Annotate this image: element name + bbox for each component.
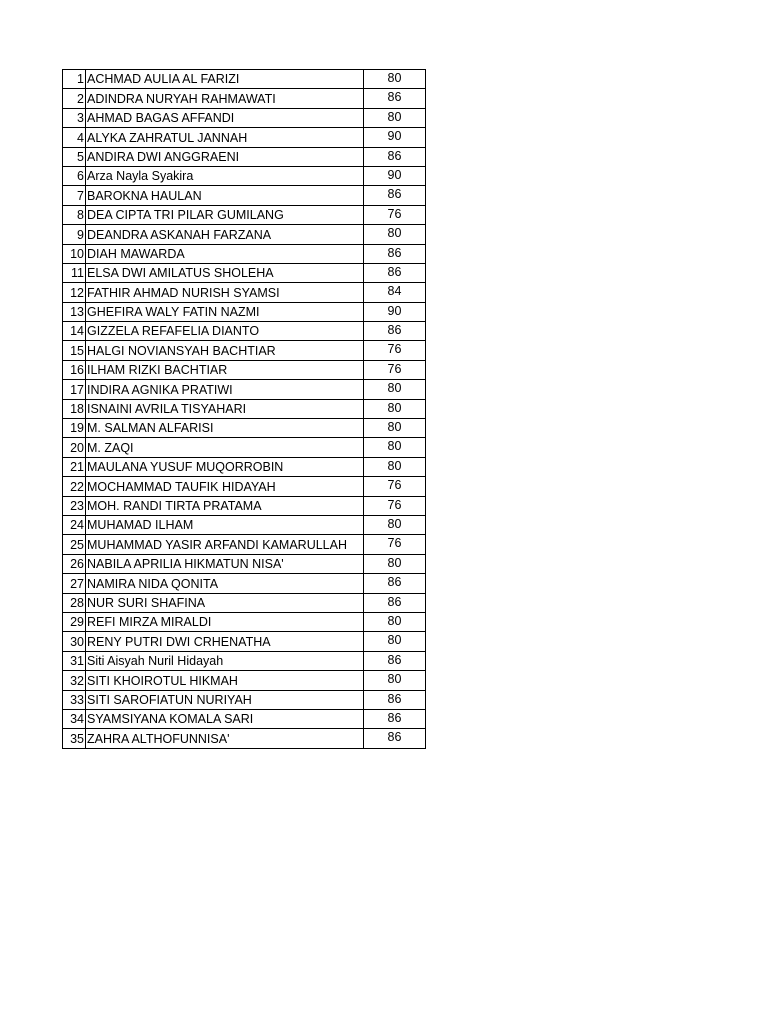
row-number-cell: 2 [63,89,86,108]
row-number-cell: 21 [63,457,86,476]
score-cell: 80 [364,457,426,476]
row-number-cell: 25 [63,535,86,554]
table-row [63,244,426,263]
score-cell: 86 [364,89,426,108]
table-row [63,477,426,496]
student-name-cell: DEANDRA ASKANAH FARZANA [86,225,364,244]
table-row [63,263,426,282]
row-number-cell: 29 [63,612,86,631]
row-number-cell: 23 [63,496,86,515]
row-number-cell: 15 [63,341,86,360]
score-cell: 80 [364,438,426,457]
row-number-cell: 1 [63,70,86,89]
student-name-cell: ACHMAD AULIA AL FARIZI [86,70,364,89]
score-cell: 76 [364,341,426,360]
student-name-cell: NABILA APRILIA HIKMATUN NISA' [86,554,364,573]
student-name-cell: ILHAM RIZKI BACHTIAR [86,360,364,379]
score-cell: 86 [364,690,426,709]
table-row [63,554,426,573]
student-name-cell: MOH. RANDI TIRTA PRATAMA [86,496,364,515]
score-cell: 76 [364,477,426,496]
score-cell: 86 [364,147,426,166]
student-name-cell: MUHAMAD ILHAM [86,515,364,534]
score-cell: 86 [364,651,426,670]
student-name-cell: ANDIRA DWI ANGGRAENI [86,147,364,166]
row-number-cell: 8 [63,205,86,224]
score-cell: 90 [364,302,426,321]
row-number-cell: 26 [63,554,86,573]
table-row [63,496,426,515]
student-name-cell: M. SALMAN ALFARISI [86,419,364,438]
row-number-cell: 31 [63,651,86,670]
row-number-cell: 32 [63,671,86,690]
score-cell: 90 [364,128,426,147]
student-name-cell: SYAMSIYANA KOMALA SARI [86,709,364,728]
student-name-cell: DEA CIPTA TRI PILAR GUMILANG [86,205,364,224]
student-score-table [62,69,426,749]
student-name-cell: ALYKA ZAHRATUL JANNAH [86,128,364,147]
score-cell: 86 [364,574,426,593]
student-name-cell: MUHAMMAD YASIR ARFANDI KAMARULLAH [86,535,364,554]
row-number-cell: 14 [63,322,86,341]
student-name-cell: MOCHAMMAD TAUFIK HIDAYAH [86,477,364,496]
student-name-cell: RENY PUTRI DWI CRHENATHA [86,632,364,651]
student-name-cell: Siti Aisyah Nuril Hidayah [86,651,364,670]
row-number-cell: 24 [63,515,86,534]
student-name-cell: FATHIR AHMAD NURISH SYAMSI [86,283,364,302]
table-row [63,632,426,651]
table-row [63,574,426,593]
table-row [63,593,426,612]
score-cell: 80 [364,419,426,438]
student-name-cell: SITI SAROFIATUN NURIYAH [86,690,364,709]
score-sheet [62,69,426,749]
student-name-cell: DIAH MAWARDA [86,244,364,263]
row-number-cell: 34 [63,709,86,728]
score-cell: 80 [364,380,426,399]
score-cell: 86 [364,709,426,728]
row-number-cell: 33 [63,690,86,709]
score-cell: 80 [364,70,426,89]
student-name-cell: ADINDRA NURYAH RAHMAWATI [86,89,364,108]
row-number-cell: 16 [63,360,86,379]
table-row [63,399,426,418]
row-number-cell: 35 [63,729,86,748]
row-number-cell: 18 [63,399,86,418]
table-row [63,419,426,438]
score-cell: 76 [364,496,426,515]
score-cell: 80 [364,671,426,690]
row-number-cell: 3 [63,108,86,127]
table-row [63,709,426,728]
student-name-cell: GIZZELA REFAFELIA DIANTO [86,322,364,341]
table-row [63,535,426,554]
student-name-cell: ISNAINI AVRILA TISYAHARI [86,399,364,418]
row-number-cell: 19 [63,419,86,438]
score-cell: 80 [364,515,426,534]
score-cell: 80 [364,632,426,651]
score-cell: 86 [364,322,426,341]
row-number-cell: 9 [63,225,86,244]
table-row [63,166,426,185]
student-name-cell: INDIRA AGNIKA PRATIWI [86,380,364,399]
row-number-cell: 27 [63,574,86,593]
score-cell: 80 [364,554,426,573]
score-cell: 86 [364,593,426,612]
row-number-cell: 17 [63,380,86,399]
student-name-cell: ZAHRA ALTHOFUNNISA' [86,729,364,748]
table-row [63,341,426,360]
score-cell: 86 [364,186,426,205]
row-number-cell: 12 [63,283,86,302]
table-row [63,612,426,631]
student-score-table-body [63,70,426,749]
student-name-cell: GHEFIRA WALY FATIN NAZMI [86,302,364,321]
row-number-cell: 6 [63,166,86,185]
table-row [63,360,426,379]
table-row [63,651,426,670]
row-number-cell: 7 [63,186,86,205]
student-name-cell: NUR SURI SHAFINA [86,593,364,612]
table-row [63,225,426,244]
table-row [63,729,426,748]
row-number-cell: 13 [63,302,86,321]
student-name-cell: Arza Nayla Syakira [86,166,364,185]
score-cell: 86 [364,244,426,263]
score-cell: 86 [364,263,426,282]
table-row [63,205,426,224]
row-number-cell: 10 [63,244,86,263]
student-name-cell: SITI KHOIROTUL HIKMAH [86,671,364,690]
student-name-cell: REFI MIRZA MIRALDI [86,612,364,631]
row-number-cell: 5 [63,147,86,166]
student-name-cell: BAROKNA HAULAN [86,186,364,205]
table-row [63,89,426,108]
row-number-cell: 20 [63,438,86,457]
score-cell: 76 [364,535,426,554]
score-cell: 80 [364,225,426,244]
student-name-cell: ELSA DWI AMILATUS SHOLEHA [86,263,364,282]
score-cell: 76 [364,360,426,379]
table-row [63,690,426,709]
score-cell: 76 [364,205,426,224]
table-row [63,515,426,534]
student-name-cell: NAMIRA NIDA QONITA [86,574,364,593]
row-number-cell: 22 [63,477,86,496]
score-cell: 84 [364,283,426,302]
score-cell: 80 [364,399,426,418]
row-number-cell: 4 [63,128,86,147]
table-row [63,147,426,166]
table-row [63,70,426,89]
score-cell: 80 [364,108,426,127]
row-number-cell: 28 [63,593,86,612]
student-name-cell: HALGI NOVIANSYAH BACHTIAR [86,341,364,360]
table-row [63,302,426,321]
table-row [63,438,426,457]
table-row [63,457,426,476]
student-name-cell: M. ZAQI [86,438,364,457]
row-number-cell: 11 [63,263,86,282]
score-cell: 90 [364,166,426,185]
table-row [63,186,426,205]
student-name-cell: MAULANA YUSUF MUQORROBIN [86,457,364,476]
table-row [63,322,426,341]
score-cell: 86 [364,729,426,748]
table-row [63,283,426,302]
table-row [63,380,426,399]
score-cell: 80 [364,612,426,631]
table-row [63,128,426,147]
student-name-cell: AHMAD BAGAS AFFANDI [86,108,364,127]
table-row [63,671,426,690]
row-number-cell: 30 [63,632,86,651]
table-row [63,108,426,127]
